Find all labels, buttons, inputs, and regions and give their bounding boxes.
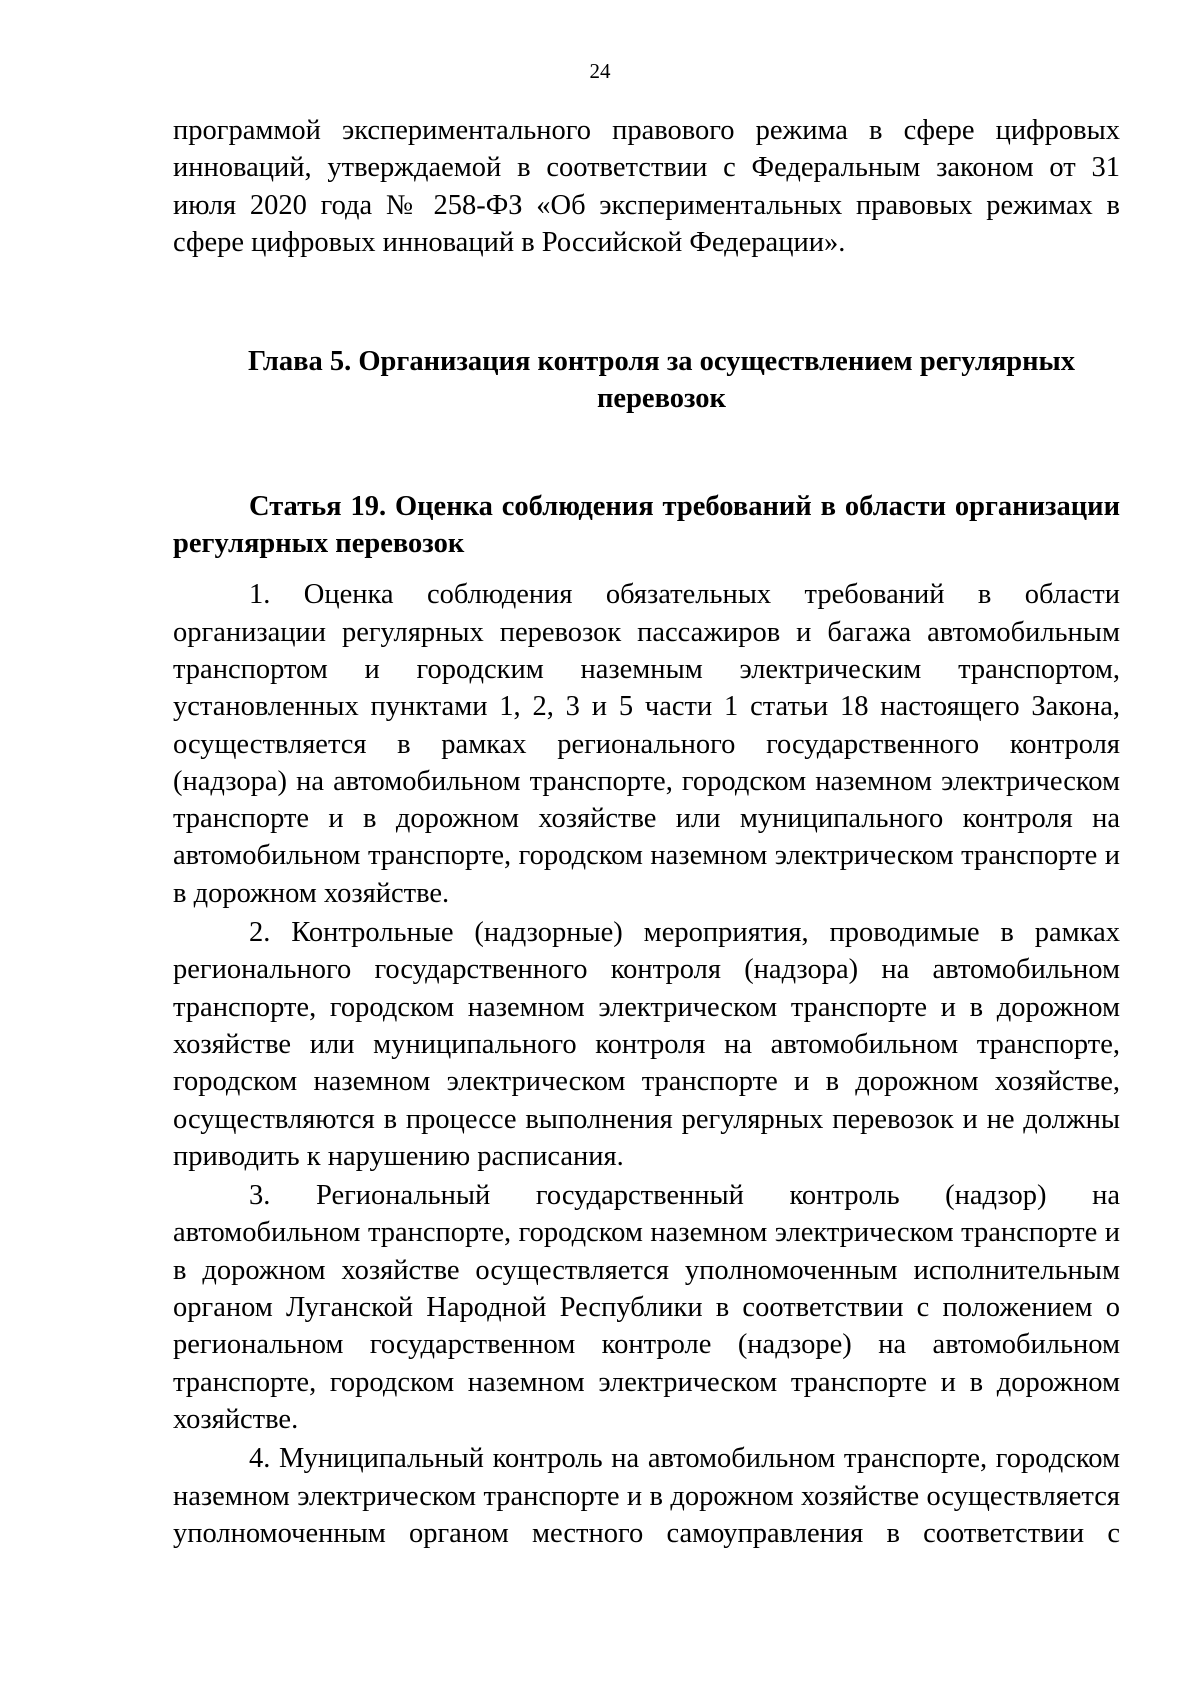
intro-paragraph: программой экспериментального правового режима в сфере цифровых инноваций, утверждаемой в соответствии с Федеральным законом от 31 июля 2020 года № 258-ФЗ «Об экспериментальных правовых режимах в сфере цифровых инноваций в Российской Федерации». bbox=[173, 115, 1120, 258]
page-number: 24 bbox=[589, 59, 611, 83]
page-content bbox=[173, 112, 1120, 1552]
chapter-heading: Глава 5. Организация контроля за осуществлением регулярных перевозок bbox=[247, 346, 1076, 415]
paragraph-2: 2. Контрольные (надзорные) мероприятия, проводимые в рамках регионального государственного контроля (надзора) на автомобильном транспорте, городском наземном электрическом транспорте и в дорожном хозяйстве или муниципального контроля на автомобильном транспорте, городском наземном электрическом транспорте и в дорожном хозяйстве, осуществляются в процессе выполнения регулярных перевозок и не должны приводить к нарушению расписания. bbox=[173, 917, 1120, 1172]
paragraph-1: 1. Оценка соблюдения обязательных требований в области организации регулярных перевозок пассажиров и багажа автомобильным транспортом и городским наземным электрическим транспортом, установленных пунктами 1, 2, 3 и 5 части 1 статьи 18 настоящего Закона, осуществляется в рамках регионального государственного контроля (надзора) на автомобильном транспорте, городском наземном электрическом транспорте и в дорожном хозяйстве или муниципального контроля на автомобильном транспорте, городском наземном электрическом транспорте и в дорожном хозяйстве. bbox=[173, 579, 1120, 909]
paragraph-4: 4. Муниципальный контроль на автомобильном транспорте, городском наземном электрическом транспорте и в дорожном хозяйстве осуществляется уполномоченным органом местного самоуправления в соответствии с bbox=[173, 1443, 1120, 1549]
article-heading: Статья 19. Оценка соблюдения требований в области организации регулярных перевозок bbox=[173, 490, 1120, 560]
paragraph-3: 3. Региональный государственный контроль (надзор) на автомобильном транспорте, городском наземном электрическом транспорте и в дорожном хозяйстве осуществляется уполномоченным исполнительным органом Луганской Народной Республики в соответствии с положением о региональном государственном контроле (надзоре) на автомобильном транспорте, городском наземном электрическом транспорте и в дорожном хозяйстве. bbox=[173, 1180, 1120, 1435]
